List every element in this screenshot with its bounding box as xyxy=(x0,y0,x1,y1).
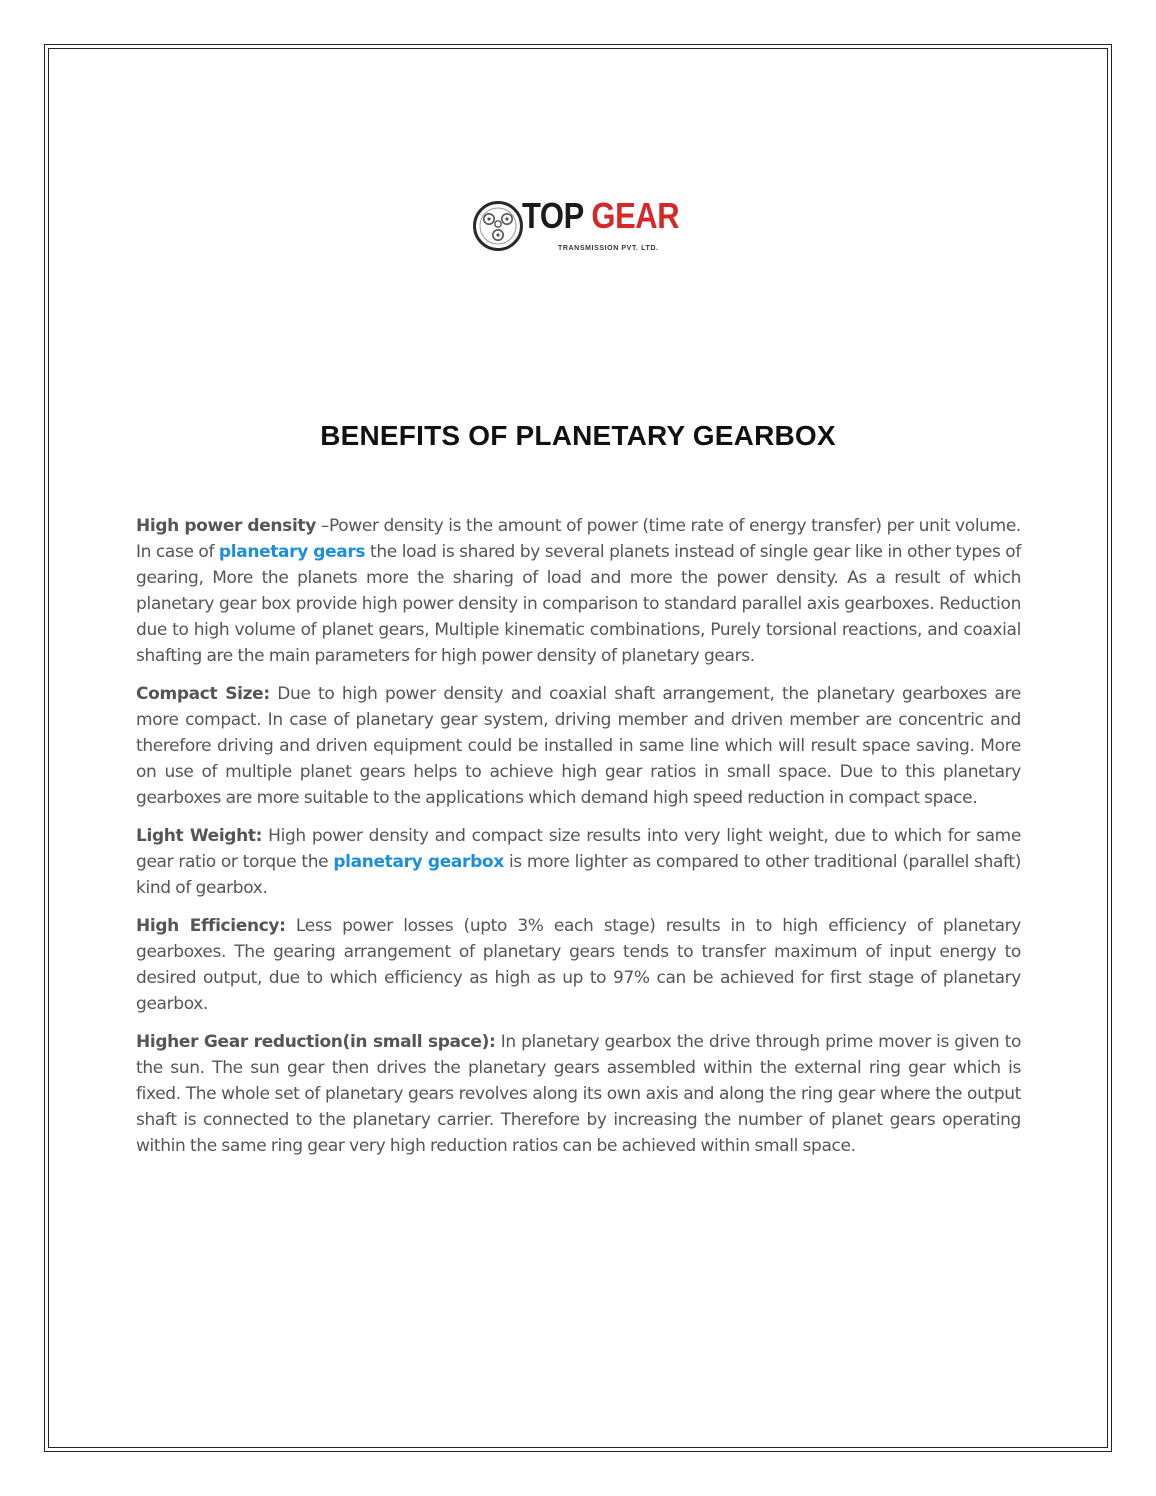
paragraph-high-efficiency xyxy=(136,913,1021,1017)
paragraph-text: Due to high power density and coaxial shaft arrangement, the planetary gearboxes are more compact. In case of planetary gear system, driving member and driven member are concentric and therefore driving and driven equipment could be installed in same line which will result space saving. More on use of multiple planet gears helps to achieve high gear ratios in small space. Due to this planetary gearboxes are more suitable to the applications which demand high speed reduction in compact space. xyxy=(136,684,1021,808)
paragraph-text: –Power density is the amount of power (time rate of energy transfer) per unit volume. In case of xyxy=(136,516,1021,562)
paragraph-text: High power density and compact size results into very light weight, due to which for same gear ratio or torque the xyxy=(136,826,1021,872)
logo-word-top: TOP xyxy=(522,195,584,236)
paragraph-text: is more lighter as compared to other traditional (parallel shaft) kind of gearbox. xyxy=(136,852,1021,898)
paragraph-heading: High Efficiency: xyxy=(136,916,286,936)
paragraph-compact-size xyxy=(136,681,1021,811)
planetary-gearbox-link[interactable]: planetary gearbox xyxy=(333,852,504,872)
paragraph-heading: Higher Gear reduction(in small space): xyxy=(136,1032,496,1052)
company-logo xyxy=(472,195,692,264)
paragraph-text: the load is shared by several planets instead of single gear like in other types of gearing, More the planets more the sharing of load and more the power density. As a result of which planetary gear box provide high power density in comparison to standard parallel axis gearboxes. Reduction due to high volume of planet gears, Multiple kinematic combinations, Purely torsional reactions, and coaxial shafting are the main parameters for high power density of planetary gears. xyxy=(136,542,1021,666)
page-title: BENEFITS OF PLANETARY GEARBOX xyxy=(320,420,836,451)
gear-cluster-icon xyxy=(472,200,524,252)
paragraph-text: Less power losses (upto 3% each stage) results in to high efficiency of planetary gearboxes. The gearing arrangement of planetary gears tends to transfer maximum of input energy to desired output, due to which efficiency as high as up to 97% can be achieved for first stage of planetary gearbox. xyxy=(136,916,1021,1014)
paragraph-heading: High power density xyxy=(136,516,316,536)
article-body xyxy=(136,513,1021,1171)
paragraph-heading: Compact Size: xyxy=(136,684,270,704)
logo-wordmark xyxy=(522,195,680,236)
logo-word-gear: GEAR xyxy=(591,195,680,236)
planetary-gears-link[interactable]: planetary gears xyxy=(218,542,366,562)
paragraph-gear-reduction xyxy=(136,1029,1021,1159)
logo-subtitle: TRANSMISSION PVT. LTD. xyxy=(558,245,659,252)
paragraph-light-weight xyxy=(136,823,1021,901)
paragraph-text: In planetary gearbox the drive through prime mover is given to the sun. The sun gear then drives the planetary gears assembled within the external ring gear which is fixed. The whole set of planetary gears revolves along its own axis and along the ring gear where the output shaft is connected to the planetary carrier. Therefore by increasing the number of planet gears operating within the same ring gear very high reduction ratios can be achieved within small space. xyxy=(136,1032,1022,1156)
paragraph-power-density xyxy=(136,513,1021,669)
paragraph-heading: Light Weight: xyxy=(136,826,263,846)
